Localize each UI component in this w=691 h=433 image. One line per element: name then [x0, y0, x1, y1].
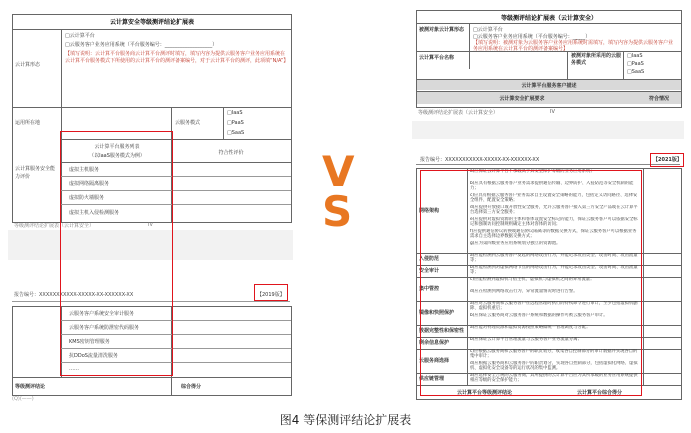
req-item: d)应提供开放接口或开放性安全服务，允许云服务客户接入第三方安全产品或在云计算平台选择第三方安全服务；: [470, 205, 638, 215]
req-section-name: 镜像和快照保护: [419, 310, 455, 316]
req-item: a)应能检测到云服务客户发起的网络攻击行为，并能记录攻击类型、攻击时间、攻击流量等；: [470, 253, 638, 263]
right-opt-paas[interactable]: □PaaS: [627, 61, 644, 67]
right-band-desc-text: 云计算平台服务客户描述: [521, 83, 577, 89]
req-section-name: 数据完整性和保密性: [419, 328, 465, 334]
req-section-name: 网络架构: [419, 208, 440, 214]
cloud-form-label: 云计算形态: [15, 62, 41, 68]
req-section-name: 安全审计: [419, 268, 440, 274]
opt-paas[interactable]: □PaaS: [227, 120, 244, 126]
right-opt-business[interactable]: □云服务客户业务应用系统（平台服务编号：_____）: [473, 34, 591, 40]
req-item: f)应提供通信协议转换或通信协议隔离等的数据交换方式，保证云服务客户可以根据业务需求自主选择边界数据交换方式；: [470, 229, 637, 239]
req-section-name: 供应链管理: [419, 376, 445, 382]
req-item: a)应对云服务商和云服务客户在远程管理时执行的特权命令进行审计，至少包括虚拟机删除、虚拟机重启；: [470, 301, 638, 311]
capability-label-text: 云计算服务安全能力评价: [15, 166, 56, 180]
svc-item-3: 虚拟主机入侵检测服务: [69, 210, 120, 216]
svc2-item-1: 云服务客户系统防泄密代码服务: [69, 325, 140, 331]
right-opt-saas[interactable]: □SaaS: [627, 69, 645, 75]
svc-item-2: 虚拟防火墙服务: [69, 195, 105, 201]
capability-label: [15, 165, 59, 181]
right-page-gap: [412, 121, 684, 139]
right-bottom-label: 云计算平台等级测评结论: [457, 390, 513, 396]
left-bottom-score: 综合得分: [181, 384, 202, 390]
right-opt-iaas[interactable]: □IaaS: [627, 53, 643, 59]
right-platform-name-text: 云计算平台名称: [419, 55, 455, 61]
svc2-item-3: 抗DDoS流量清洗服务: [69, 353, 118, 359]
right-highlight-table: [420, 170, 642, 396]
right-title: 等级测评结论扩展表（云计算安全）: [500, 15, 597, 22]
svc-list-title: 云计算平台服务列表: [94, 144, 140, 150]
req-item: d)应根据云服务商和云服务客户的职责划分，实现各自控制部分，包括虚拟化网络、虚拟机、虚拟化安全设备等的运行状况的集中监测。: [470, 361, 638, 371]
left-bottom-label: 等级测评结论: [15, 384, 46, 390]
req-section-name: 剩余信息保护: [419, 340, 450, 346]
vs-label: VS: [322, 147, 353, 236]
left-page-hint: (Q)(——): [12, 396, 34, 402]
req-item: b)应能检测到对虚拟网络节点的网络攻击行为，并能记录攻击类型、攻击时间、攻击流量等；: [470, 265, 638, 275]
figure-caption: 图4 等保测评结论扩展表: [279, 413, 412, 427]
symbol-eval: 符合性评价: [218, 150, 244, 156]
left-year-tag: 【2019版】: [257, 292, 285, 298]
right-bottom-score: 云计算平台综合得分: [577, 390, 623, 396]
right-platform-name: [419, 55, 467, 62]
right-report-no: 报告编号：XXXXXXXXXXX-XXXXX-XX-XXXXXX-XX: [420, 157, 540, 163]
left-title: 云计算安全等级测评结论扩展表: [109, 19, 194, 26]
req-item: a)应保证云计算平台不承载高于其安全保护等级的业务应用系统；: [470, 169, 595, 174]
right-compliance: 符合情况: [649, 96, 670, 102]
svc-item-0: 虚拟主机服务: [69, 167, 100, 173]
req-item: b)应保证云计算平台管理流量与云服务客户业务流量分离；: [470, 337, 582, 342]
svc2-item-2: KMS密钥管理服务: [69, 339, 110, 345]
fill-note: 【填写说明：云计算平台服务商云计算平台测评时填写，填写内容为提供云服务客户业务应用系统在云计算平台服务模式下所使用的云计算平台的测评备案编号，对于云计算平台的测评，此项填“N/A”】: [65, 51, 289, 64]
req-item: c)应根据云服务商和云服务客户的职责划分，收集各自控制部分的审计数据并实现各自的集中审计；: [470, 349, 638, 359]
opt-business-system[interactable]: □云服务客户业务应用系统（平台服务编号：___________________）: [65, 42, 218, 48]
svc-item-1: 虚拟网络隔离服务: [69, 181, 110, 187]
right-service-model: [571, 53, 621, 67]
right-obj-label-text: 被测对象云计算形态: [419, 27, 465, 33]
req-item: c)应能检测到虚拟机与宿主机、虚拟机与虚拟机之间的异常流量；: [470, 277, 595, 282]
opt-saas[interactable]: □SaaS: [227, 130, 245, 136]
svc2-item-4: ……: [69, 366, 79, 372]
req-item: c)应具有根据云服务客户业务需求自主设置安全策略的能力，包括定义访问路径、选择安全组件、配置安全策略；: [470, 193, 638, 203]
right-year-tag: 【2021版】: [653, 157, 682, 163]
service-model-label: 云服务模式: [175, 120, 201, 126]
opt-iaas[interactable]: □IaaS: [227, 110, 243, 116]
req-item: g)应为第四级业务应用系统划分独立的资源池。: [470, 241, 561, 246]
req-item: e)应提供对虚拟资源的主体和客体设置安全标记的能力，保证云服务客户可以依据安全标记和强制访问控制规则确定主体对客体的访问；: [470, 217, 638, 227]
right-highlight-year: [650, 153, 684, 167]
svc2-item-0: 云服务客户系统安全审计服务: [69, 311, 135, 317]
right-service-model-text: 被测对象所采用的云服务模式: [571, 53, 622, 66]
right-document: [412, 8, 684, 120]
req-item: a)应选择安全合规的云服务商，其所提供的云计算平台应为其所承载的业务应用系统提供相应等级的安全保护能力；: [470, 373, 638, 383]
left-highlight-svc: [60, 131, 173, 376]
req-section-name: 入侵防范: [419, 256, 440, 262]
location-label: 运用所在地: [15, 120, 41, 126]
left-highlight-year: [254, 284, 288, 301]
opt-cloud-platform[interactable]: □云计算平台: [65, 33, 95, 39]
right-note: 【填写说明：被测对象为云服务客户业务应用系统时需填写，填写内容为提供云服务客户业务应用系统在云计算平台的测评备案编号】: [473, 40, 674, 52]
req-item: d)应在检测到网络攻击行为、异常流量情况时进行告警。: [470, 289, 578, 294]
left-report-no: 报告编号：XXXXXXXXXXX-XXXXX-XX-XXXXXX-XX: [14, 292, 134, 298]
left-footer: 等级测评结论扩展表（云计算安全）: [14, 223, 95, 229]
right-obj-label: [419, 27, 467, 34]
svc-list-sub: （以IaaS服务模式为例）: [89, 153, 145, 159]
req-item: b)应保证云服务商对云服务客户系统和数据的操作可被云服务客户审计。: [470, 313, 608, 318]
left-footer-page: IV: [148, 222, 153, 228]
right-footer-page: IV: [550, 109, 555, 115]
req-item: a)应能对物理资源和虚拟资源按照策略做统一管理调度与分配；: [470, 325, 591, 330]
right-req-label: 云计算安全扩展要求: [499, 96, 545, 102]
req-section-name: 集中管控: [419, 286, 440, 292]
right-footer: 等级测评结论扩展表（云计算安全）: [418, 110, 499, 116]
req-item: b)应具有根据云服务客户业务需求提供通信传输、边界防护、入侵防范等安全机制的能力；: [470, 181, 634, 191]
req-section-name: 云服务商选择: [419, 358, 450, 364]
right-opt-platform[interactable]: □云计算平台: [473, 27, 503, 33]
